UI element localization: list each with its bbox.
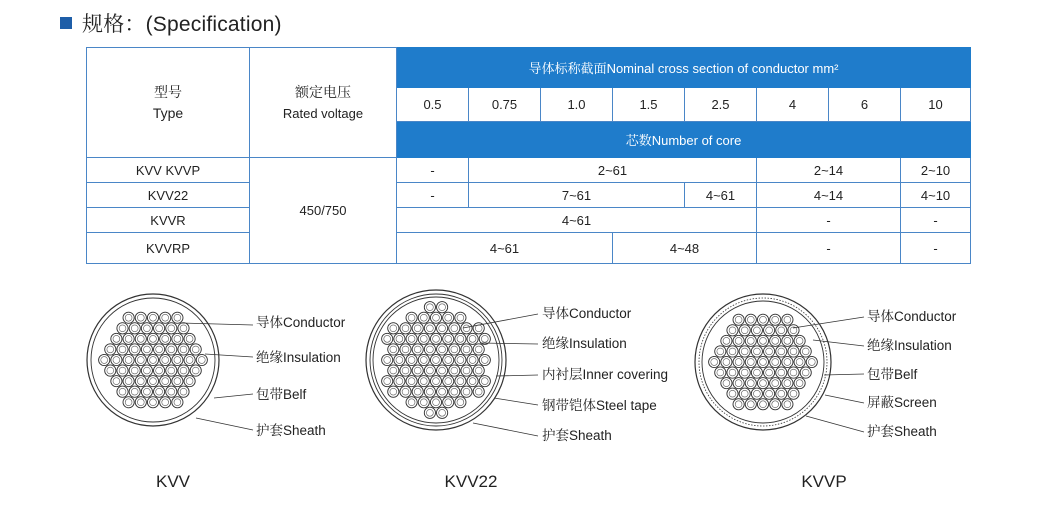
insulated-core xyxy=(449,365,460,376)
insulated-core xyxy=(455,376,466,387)
insulated-core xyxy=(437,344,448,355)
insulated-core xyxy=(770,378,781,389)
insulated-core xyxy=(745,356,756,367)
insulated-core xyxy=(467,376,478,387)
core-cell: - xyxy=(397,158,469,183)
kvvp-diagram xyxy=(698,290,1047,527)
insulated-core xyxy=(745,399,756,410)
insulated-core xyxy=(172,354,183,365)
insulated-core xyxy=(467,333,478,344)
insulated-core xyxy=(782,356,793,367)
insulated-core xyxy=(117,365,128,376)
kvv-caption: KVV xyxy=(155,472,191,491)
insulated-core xyxy=(455,312,466,323)
insulated-core xyxy=(184,333,195,344)
voltage-value: 450/750 xyxy=(250,158,397,264)
row-type: KVVRP xyxy=(87,233,250,264)
insulated-core xyxy=(424,407,435,418)
insulated-core xyxy=(412,344,423,355)
insulation-label: 绝缘Insulation xyxy=(867,338,952,353)
insulated-core xyxy=(430,312,441,323)
insulated-core xyxy=(443,333,454,344)
insulated-core xyxy=(394,376,405,387)
insulated-core xyxy=(400,323,411,334)
insulated-core xyxy=(733,314,744,325)
insulated-core xyxy=(141,323,152,334)
insulated-core xyxy=(141,344,152,355)
conductor-label: 导体Conductor xyxy=(867,309,957,324)
insulated-core xyxy=(770,356,781,367)
insulated-core xyxy=(400,344,411,355)
insulated-core xyxy=(141,386,152,397)
insulated-core xyxy=(757,378,768,389)
insulated-core xyxy=(794,356,805,367)
core-cell: 7~61 xyxy=(469,183,685,208)
core-cell: - xyxy=(397,183,469,208)
insulated-core xyxy=(111,354,122,365)
insulated-core xyxy=(160,354,171,365)
insulated-core xyxy=(788,388,799,399)
insulated-core xyxy=(727,325,738,336)
insulated-core xyxy=(788,325,799,336)
table-row xyxy=(87,183,971,208)
core-cell: - xyxy=(757,233,901,264)
insulated-core xyxy=(757,356,768,367)
insulated-core xyxy=(111,333,122,344)
heading-square-icon xyxy=(60,17,72,29)
kvv22-diagram xyxy=(349,290,698,527)
insulated-core xyxy=(782,335,793,346)
insulated-core xyxy=(418,312,429,323)
insulated-core xyxy=(430,376,441,387)
insulated-core xyxy=(111,376,122,387)
insulated-core xyxy=(406,354,417,365)
core-cell: 4~61 xyxy=(685,183,757,208)
row-type: KVV22 xyxy=(87,183,250,208)
insulated-core xyxy=(129,365,140,376)
insulation-label: 绝缘Insulation xyxy=(542,336,627,351)
conductor-label: 导体Conductor xyxy=(256,315,346,330)
insulated-core xyxy=(382,376,393,387)
insulated-core xyxy=(424,344,435,355)
section-heading xyxy=(60,8,282,38)
insulated-core xyxy=(178,323,189,334)
insulated-core xyxy=(117,323,128,334)
type-header-en: Type xyxy=(152,104,184,121)
section-cell: 0.5 xyxy=(397,88,469,122)
core-cell: - xyxy=(757,208,901,233)
insulated-core xyxy=(733,335,744,346)
insulated-core xyxy=(160,312,171,323)
insulated-core xyxy=(461,344,472,355)
insulated-core xyxy=(430,354,441,365)
insulated-core xyxy=(733,356,744,367)
voltage-header-zh: 额定电压 xyxy=(295,83,351,100)
insulated-core xyxy=(105,365,116,376)
insulated-core xyxy=(123,312,134,323)
insulated-core xyxy=(461,323,472,334)
insulated-core xyxy=(437,323,448,334)
insulated-core xyxy=(782,399,793,410)
insulated-core xyxy=(715,367,726,378)
section-cell: 1.0 xyxy=(541,88,613,122)
insulated-core xyxy=(473,386,484,397)
insulated-core xyxy=(160,397,171,408)
insulated-core xyxy=(147,333,158,344)
insulated-core xyxy=(745,335,756,346)
insulated-core xyxy=(154,386,165,397)
insulated-core xyxy=(437,386,448,397)
insulated-core xyxy=(406,376,417,387)
insulated-core xyxy=(745,378,756,389)
cross-section-header: 导体标称截面Nominal cross section of conductor mm² xyxy=(397,48,971,88)
insulated-core xyxy=(190,365,201,376)
insulated-core xyxy=(418,354,429,365)
insulated-core xyxy=(123,376,134,387)
insulated-core xyxy=(178,344,189,355)
insulated-core xyxy=(757,314,768,325)
insulated-core xyxy=(473,365,484,376)
insulated-core xyxy=(467,354,478,365)
insulated-core xyxy=(172,397,183,408)
insulated-core xyxy=(455,333,466,344)
core-cell: 2~10 xyxy=(901,158,971,183)
sheath-label: 护套Sheath xyxy=(256,423,326,438)
insulated-core xyxy=(154,365,165,376)
insulated-core xyxy=(794,378,805,389)
heading-title: 规格：(Specification) xyxy=(82,13,282,36)
kvvp-caption: KVVP xyxy=(801,472,847,491)
insulated-core xyxy=(123,354,134,365)
insulated-core xyxy=(147,397,158,408)
insulated-core xyxy=(141,365,152,376)
insulated-core xyxy=(184,354,195,365)
insulated-core xyxy=(776,325,787,336)
insulated-core xyxy=(388,386,399,397)
cable-diagrams xyxy=(0,290,1047,527)
insulated-core xyxy=(751,367,762,378)
insulated-core xyxy=(479,354,490,365)
section-cell: 6 xyxy=(829,88,901,122)
insulated-core xyxy=(166,365,177,376)
insulated-core xyxy=(800,367,811,378)
insulated-core xyxy=(739,346,750,357)
section-cell: 2.5 xyxy=(685,88,757,122)
insulated-core xyxy=(190,344,201,355)
core-cell: 4~48 xyxy=(613,233,757,264)
insulated-core xyxy=(739,367,750,378)
cable-drawing xyxy=(87,294,219,426)
insulated-core xyxy=(394,333,405,344)
insulated-core xyxy=(418,333,429,344)
insulated-core xyxy=(424,386,435,397)
insulated-core xyxy=(745,314,756,325)
section-cell: 10 xyxy=(901,88,971,122)
insulated-core xyxy=(105,344,116,355)
kvv22-caption: KVV22 xyxy=(444,472,498,491)
insulated-core xyxy=(418,397,429,408)
row-type: KVV KVVP xyxy=(87,158,250,183)
insulated-core xyxy=(388,344,399,355)
insulated-core xyxy=(400,365,411,376)
screen-label: 屏蔽Screen xyxy=(867,395,937,410)
insulated-core xyxy=(461,386,472,397)
row-type: KVVR xyxy=(87,208,250,233)
insulated-core xyxy=(455,354,466,365)
insulated-core xyxy=(473,344,484,355)
core-cell: 4~10 xyxy=(901,183,971,208)
insulated-core xyxy=(123,397,134,408)
insulated-core xyxy=(764,325,775,336)
insulated-core xyxy=(776,388,787,399)
insulated-core xyxy=(757,399,768,410)
insulated-core xyxy=(129,323,140,334)
spec-table xyxy=(86,47,971,264)
insulated-core xyxy=(770,399,781,410)
core-cell: 2~14 xyxy=(757,158,901,183)
insulated-core xyxy=(449,386,460,397)
insulated-core xyxy=(129,386,140,397)
insulated-core xyxy=(449,323,460,334)
insulated-core xyxy=(800,346,811,357)
cores-header: 芯数Number of core xyxy=(397,122,971,158)
core-cell: 4~14 xyxy=(757,183,901,208)
insulated-core xyxy=(196,354,207,365)
insulated-core xyxy=(776,346,787,357)
sheath-label: 护套Sheath xyxy=(542,428,612,443)
insulated-core xyxy=(461,365,472,376)
insulated-core xyxy=(147,376,158,387)
insulated-core xyxy=(406,312,417,323)
insulated-core xyxy=(782,378,793,389)
insulated-core xyxy=(382,354,393,365)
type-header xyxy=(87,48,250,158)
core-cell: 4~61 xyxy=(397,208,757,233)
insulated-core xyxy=(443,312,454,323)
insulated-core xyxy=(770,314,781,325)
insulated-core xyxy=(764,388,775,399)
core-cell: - xyxy=(901,233,971,264)
insulated-core xyxy=(406,397,417,408)
section-cell: 1.5 xyxy=(613,88,685,122)
insulated-core xyxy=(135,376,146,387)
insulated-core xyxy=(776,367,787,378)
insulated-core xyxy=(147,312,158,323)
insulated-core xyxy=(751,388,762,399)
insulated-core xyxy=(135,354,146,365)
cable-drawing xyxy=(695,294,831,430)
insulated-core xyxy=(388,323,399,334)
table-row xyxy=(87,233,971,264)
insulated-core xyxy=(782,314,793,325)
insulated-core xyxy=(117,344,128,355)
insulated-core xyxy=(129,344,140,355)
section-cell: 4 xyxy=(757,88,829,122)
insulated-core xyxy=(727,346,738,357)
insulated-core xyxy=(160,376,171,387)
insulated-core xyxy=(788,367,799,378)
insulated-core xyxy=(166,344,177,355)
insulated-core xyxy=(166,386,177,397)
insulated-core xyxy=(412,323,423,334)
insulated-core xyxy=(794,335,805,346)
belf-label: 包带Belf xyxy=(867,367,918,382)
insulated-core xyxy=(412,386,423,397)
insulated-core xyxy=(172,333,183,344)
kvv-diagram xyxy=(0,290,349,527)
insulated-core xyxy=(715,346,726,357)
insulated-core xyxy=(123,333,134,344)
voltage-header-en: Rated voltage xyxy=(282,105,364,121)
insulated-core xyxy=(764,367,775,378)
insulated-core xyxy=(424,323,435,334)
insulated-core xyxy=(443,376,454,387)
table-row xyxy=(87,158,971,183)
insulated-core xyxy=(733,399,744,410)
insulated-core xyxy=(733,378,744,389)
insulated-core xyxy=(135,333,146,344)
insulated-core xyxy=(764,346,775,357)
insulated-core xyxy=(117,386,128,397)
insulated-core xyxy=(178,365,189,376)
insulated-core xyxy=(147,354,158,365)
section-cell: 0.75 xyxy=(469,88,541,122)
steel-tape-label: 钢带铠体Steel tape xyxy=(542,398,657,413)
insulated-core xyxy=(154,344,165,355)
insulated-core xyxy=(382,333,393,344)
core-cell: 2~61 xyxy=(469,158,757,183)
insulated-core xyxy=(172,312,183,323)
inner-covering-label: 内衬层Inner covering xyxy=(542,367,669,382)
insulated-core xyxy=(388,365,399,376)
insulated-core xyxy=(449,344,460,355)
insulated-core xyxy=(400,386,411,397)
insulated-core xyxy=(739,325,750,336)
table-row xyxy=(87,208,971,233)
insulated-core xyxy=(437,302,448,313)
insulated-core xyxy=(412,365,423,376)
conductor-label: 导体Conductor xyxy=(542,306,632,321)
insulated-core xyxy=(172,376,183,387)
insulated-core xyxy=(424,365,435,376)
insulated-core xyxy=(721,335,732,346)
insulated-core xyxy=(727,388,738,399)
insulated-core xyxy=(406,333,417,344)
insulated-core xyxy=(751,325,762,336)
core-cell: - xyxy=(901,208,971,233)
insulated-core xyxy=(757,335,768,346)
insulated-core xyxy=(184,376,195,387)
insulated-core xyxy=(154,323,165,334)
insulated-core xyxy=(178,386,189,397)
insulated-core xyxy=(443,354,454,365)
insulated-core xyxy=(430,333,441,344)
insulated-core xyxy=(727,367,738,378)
insulated-core xyxy=(430,397,441,408)
voltage-header xyxy=(250,48,397,158)
cable-drawing xyxy=(366,290,506,430)
insulated-core xyxy=(166,323,177,334)
insulated-core xyxy=(99,354,110,365)
insulated-core xyxy=(394,354,405,365)
insulated-core xyxy=(739,388,750,399)
insulated-core xyxy=(437,407,448,418)
insulated-core xyxy=(135,397,146,408)
insulated-core xyxy=(455,397,466,408)
insulated-core xyxy=(437,365,448,376)
insulated-core xyxy=(721,356,732,367)
insulated-core xyxy=(788,346,799,357)
insulated-core xyxy=(160,333,171,344)
core-cell: 4~61 xyxy=(397,233,613,264)
insulated-core xyxy=(418,376,429,387)
insulated-core xyxy=(424,302,435,313)
insulated-core xyxy=(479,376,490,387)
type-header-zh: 型号 xyxy=(154,83,182,100)
insulated-core xyxy=(770,335,781,346)
insulated-core xyxy=(135,312,146,323)
insulated-core xyxy=(806,356,817,367)
insulated-core xyxy=(721,378,732,389)
sheath-label: 护套Sheath xyxy=(867,424,937,439)
insulation-label: 绝缘Insulation xyxy=(256,350,341,365)
insulated-core xyxy=(751,346,762,357)
insulated-core xyxy=(443,397,454,408)
belf-label: 包带Belf xyxy=(256,387,307,402)
insulated-core xyxy=(709,356,720,367)
